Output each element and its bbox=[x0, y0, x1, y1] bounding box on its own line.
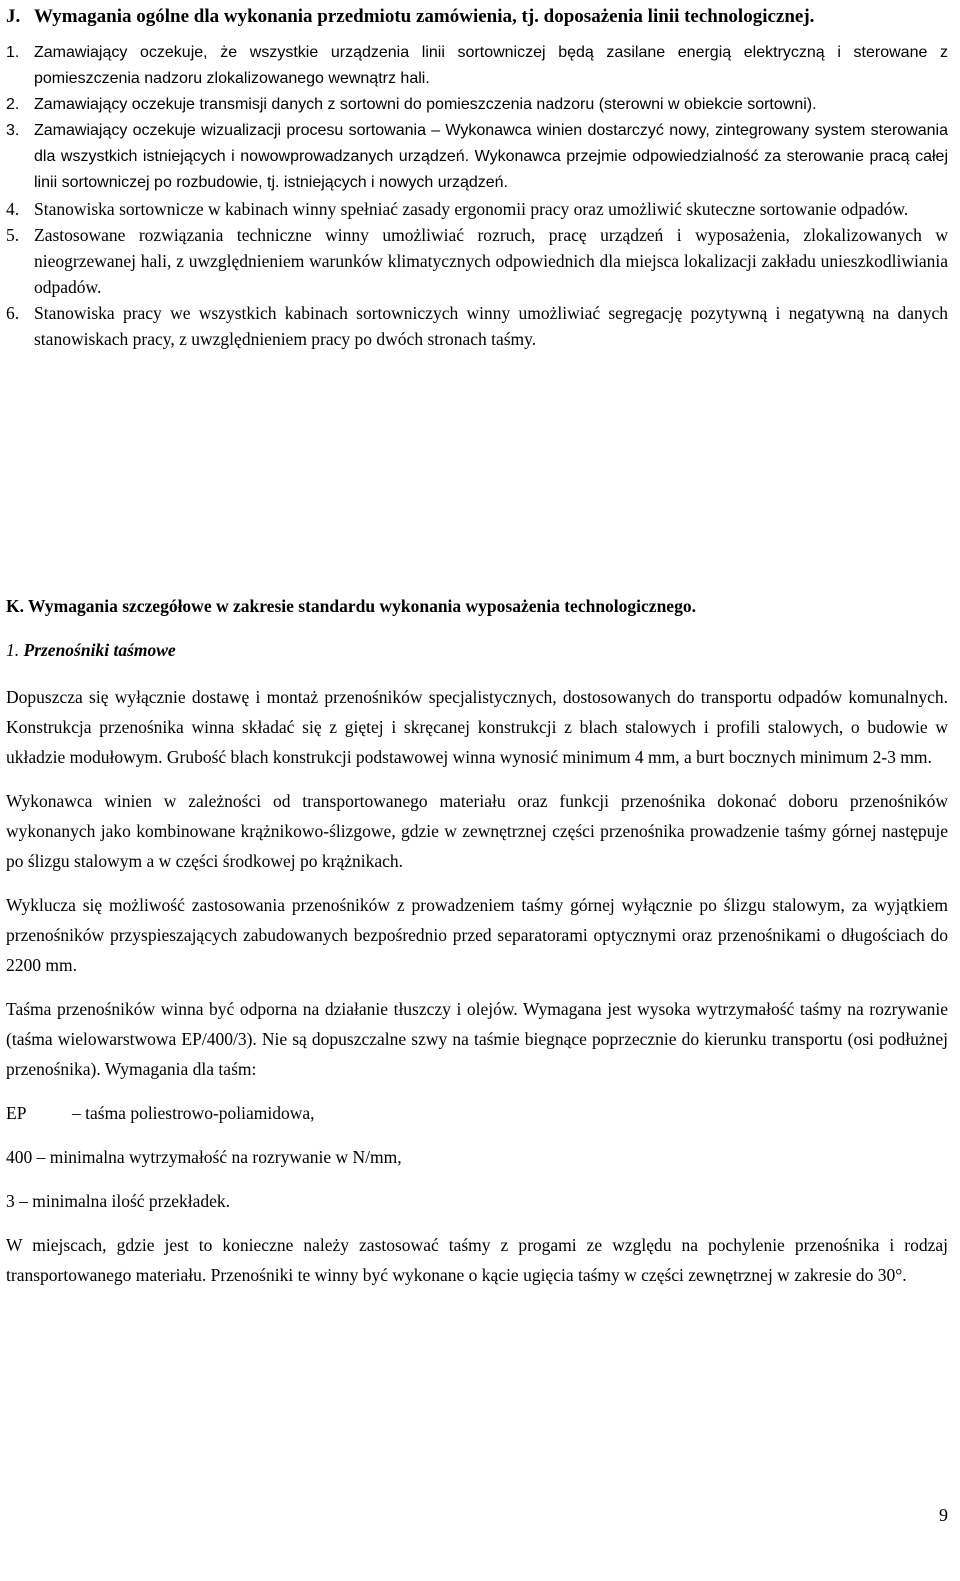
paragraph: Wyklucza się możliwość zastosowania przenośników z prowadzeniem taśmy górnej wyłącznie po ślizgu stalowym, za wyjątkiem przenośników przyspieszających zabudowanych bezpośrednio przed separatorami optycznymi oraz przenośnikami o długościach do 2200 mm. bbox=[6, 895, 948, 975]
list-item-number: 4. bbox=[6, 199, 20, 219]
paragraph: Wykonawca winien w zależności od transportowanego materiału oraz funkcji przenośnika dokonać doboru przenośników wykonanych jako kombinowane krążnikowo-ślizgowe, gdzie w zewnętrznej części przenośnika prowadzenie taśmy górnej następuje po ślizgu stalowym a w części środkowej po krążnikach. bbox=[6, 791, 948, 871]
list-item-text: Zamawiający oczekuje, że wszystkie urządzenia linii sortowniczej będą zasilane energią elektryczną i sterowane z pomieszczenia nadzoru zlokalizowanego wewnątrz hali. bbox=[34, 44, 948, 87]
list-item-text: Zamawiający oczekuje wizualizacji procesu sortowania – Wykonawca winien dostarczyć nowy, zintegrowany system sterowania dla wszystkich istniejących i nowowprowadzanych urządzeń. Wykonawca przejmie odpowiedzialność za sterowanie pracą całej linii sortowniczej po rozbudowie, tj. istniejących i nowych urządzeń. bbox=[34, 122, 948, 191]
paragraph: Taśma przenośników winna być odporna na działanie tłuszczy i olejów. Wymagana jest wysoka wytrzymałość taśmy na rozrywanie (taśma wielowarstwowa EP/400/3). Nie są dopuszczalne szwy na taśmie biegnące poprzecznie do kierunku transportu (osi podłużnej przenośnika). Wymagania dla taśm: bbox=[6, 999, 948, 1079]
list-item-text: Stanowiska sortownicze w kabinach winny spełniać zasady ergonomii pracy oraz umożliwić skuteczne sortowanie odpadów. bbox=[34, 199, 909, 219]
section-j-list bbox=[6, 40, 948, 352]
list-item-number: 2. bbox=[6, 96, 20, 113]
page-number: 9 bbox=[939, 1505, 948, 1525]
definition-key: EP bbox=[6, 1103, 27, 1123]
list-item-text: Zastosowane rozwiązania techniczne winny umożliwiać rozruch, pracę urządzeń i wyposażenia, zlokalizowanych w nieogrzewanej hali, z uwzględnieniem warunków klimatycznych odpowiednich dla miejsca lokalizacji zakładu unieszkodliwiania odpadów. bbox=[34, 225, 948, 297]
document-page bbox=[6, 0, 948, 1285]
definition-3 bbox=[6, 1186, 948, 1216]
subsection-number: 1. bbox=[6, 640, 20, 660]
section-k-body bbox=[6, 682, 948, 1304]
list-item-text: Zamawiający oczekuje transmisji danych z sortowni do pomieszczenia nadzoru (sterowni w obiekcie sortowni). bbox=[34, 96, 817, 113]
paragraph: Dopuszcza się wyłącznie dostawę i montaż przenośników specjalistycznych, dostosowanych do transportu odpadów komunalnych. Konstrukcja przenośnika winna składać się z giętej i skręcanej konstrukcji z blach stalowych i profili stalowych, o budowie w układzie modułowym. Grubość blach konstrukcji podstawowej winna wynosić minimum 4 mm, a burt bocznych minimum 2-3 mm. bbox=[6, 687, 948, 767]
section-j-title: Wymagania ogólne dla wykonania przedmiotu zamówienia, tj. doposażenia linii technologicznej. bbox=[34, 6, 815, 27]
list-item bbox=[6, 40, 948, 92]
section-j-letter: J. bbox=[6, 6, 21, 27]
list-item-number: 5. bbox=[6, 225, 20, 245]
definition-value: – minimalna wytrzymałość na rozrywanie w N/mm, bbox=[32, 1147, 402, 1167]
definition-value: – minimalna ilość przekładek. bbox=[14, 1191, 231, 1211]
list-item-number: 1. bbox=[6, 44, 20, 61]
definition-ep bbox=[6, 1098, 948, 1128]
list-item bbox=[6, 300, 948, 352]
subsection-title: Przenośniki taśmowe bbox=[23, 640, 176, 660]
definition-key: 400 bbox=[6, 1147, 33, 1167]
definition-key: 3 bbox=[6, 1191, 15, 1211]
definition-400 bbox=[6, 1142, 948, 1172]
paragraph: W miejscach, gdzie jest to konieczne należy zastosować taśmy z progami ze względu na pochylenie przenośnika i rodzaj transportowanego materiału. Przenośniki te winny być wykonane o kącie ugięcia taśmy w części zewnętrznej w zakresie do 30°. bbox=[6, 1235, 948, 1285]
subsection-heading bbox=[6, 637, 176, 663]
list-item-number: 6. bbox=[6, 303, 20, 323]
list-item-text: Stanowiska pracy we wszystkich kabinach sortowniczych winny umożliwiać segregację pozytywną i negatywną na danych stanowiskach pracy, z uwzględnieniem pracy po dwóch stronach taśmy. bbox=[34, 303, 948, 349]
list-item bbox=[6, 118, 948, 196]
list-item bbox=[6, 222, 948, 300]
section-k-heading: K. Wymagania szczegółowe w zakresie standardu wykonania wyposażenia technologicznego. bbox=[6, 596, 696, 616]
list-item bbox=[6, 196, 948, 222]
list-item bbox=[6, 92, 948, 118]
definition-value: – taśma poliestrowo-poliamidowa, bbox=[72, 1103, 315, 1123]
section-j-heading bbox=[6, 0, 948, 30]
list-item-number: 3. bbox=[6, 122, 20, 139]
